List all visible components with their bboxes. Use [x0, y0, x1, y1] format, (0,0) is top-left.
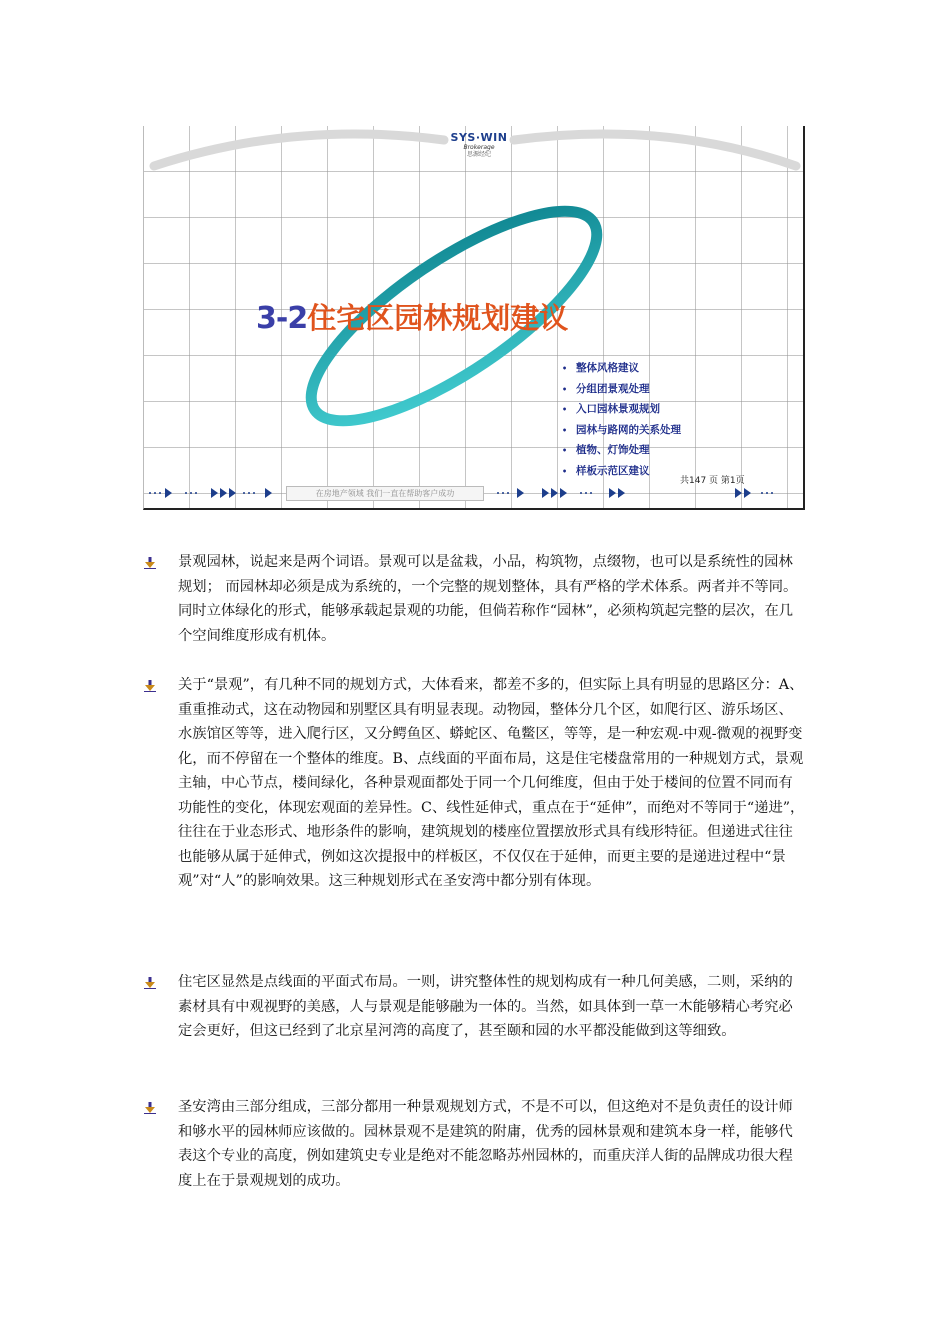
logo-subtitle: Brokerage — [463, 144, 495, 151]
bullet-dot-icon: • — [562, 363, 568, 373]
body-paragraph: 住宅区显然是点线面的平面式布局。一则，讲究整体性的规划构成有一种几何美感，二则，采纳的素材具有中观视野的美感，人与景观是能够融为一体的。当然，如具体到一草一木能够精心考究必定会更好，但这已经到了北京星河湾的高度了，甚至颐和园的水平都没能做到这等细致。 — [178, 974, 793, 1039]
footer-tagline: 在房地产领域 我们一直在帮助客户成功 — [286, 486, 484, 501]
arrow-down-icon — [144, 557, 156, 569]
agenda-item: • 植物、灯饰处理 — [562, 440, 681, 461]
agenda-item: • 分组团景观处理 — [562, 379, 681, 400]
bullet-dot-icon: • — [562, 383, 568, 394]
bullet-dot-icon: • — [562, 465, 568, 476]
agenda-item: • 入口园林景观规划 — [562, 399, 681, 420]
body-paragraph: 关于“景观”，有几种不同的规划方式，大体看来，都差不多的，但实际上具有明显的思路区分：A、重重推动式，这在动物园和别墅区具有明显表现。动物园，整体分几个区，如爬行区、游乐场区、水族馆区等等，进入爬行区，又分鳄鱼区、蟒蛇区、龟鳖区，等等，是一种宏观-中观-微观的视野变化，而不停留在一个整体的维度。B、点线面的平面布局，这是住宅楼盘常用的一种规划方式，景观主轴，中心节点，楼间绿化，各种景观面都处于同一个几何维度，但由于处于楼间的位置不同而有功能性的变化，体现宏观面的差异性。C、线性延伸式，重点在于“延伸”，而绝对不等同于“递进”，往往在于业态形式、地形条件的影响，建筑规划的楼座位置摆放形式具有线形特征。但递进式往往也能够从属于延伸式，例如这次提报中的样板区，不仅仅在于延伸，而更主要的是递进过程中“景观”对“人”的影响效果。这三种规划形式在圣安湾中都分别有体现。 — [178, 677, 805, 889]
title-number: 3-2 — [256, 301, 308, 336]
slide-footer — [144, 483, 805, 503]
title-text: 住宅区园林规划建议 — [307, 301, 569, 335]
body-paragraph: 圣安湾由三部分组成，三部分都用一种景观规划方式，不是不可以，但这绝对不是负责任的设计师和够水平的园林师应该做的。园林景观不是建筑的附庸，优秀的园林景观和建筑本身一样，能够代表这个专业的高度，例如建筑史专业是绝对不能忽略苏州园林的，而重庆洋人街的品牌成功很大程度上在于景观规划的成功。 — [178, 1099, 793, 1189]
logo-chinese-name: 思源经纪 — [466, 151, 491, 158]
bullet-dot-icon: • — [562, 424, 568, 435]
page-counter: 共147 页 第1页 — [680, 476, 745, 486]
slide-title — [256, 296, 568, 337]
agenda-list — [562, 358, 681, 482]
body-paragraph: 景观园林，说起来是两个词语。景观可以是盆栽，小品，构筑物，点缀物，也可以是系统性的园林规划； 而园林却必须是成为系统的，一个完整的规划整体，具有严格的学术体系。两者并不等同。同时立体绿化的形式，能够承载起景观的功能，但倘若称作“园林”，必须构筑起完整的层次，在几个空间维度形成有机体。 — [178, 554, 798, 644]
agenda-item: • 整体风格建议 — [562, 358, 681, 379]
arrow-down-icon — [144, 680, 156, 692]
arrow-down-icon — [144, 1102, 156, 1114]
bullet-dot-icon: • — [562, 404, 568, 415]
presentation-slide — [143, 126, 805, 510]
bullet-dot-icon: • — [562, 445, 568, 456]
logo-wordmark: SYS·WIN — [450, 131, 508, 144]
arrow-down-icon — [144, 977, 156, 989]
agenda-item: • 样板示范区建议 — [562, 461, 681, 482]
agenda-item: • 园林与路网的关系处理 — [562, 420, 681, 441]
